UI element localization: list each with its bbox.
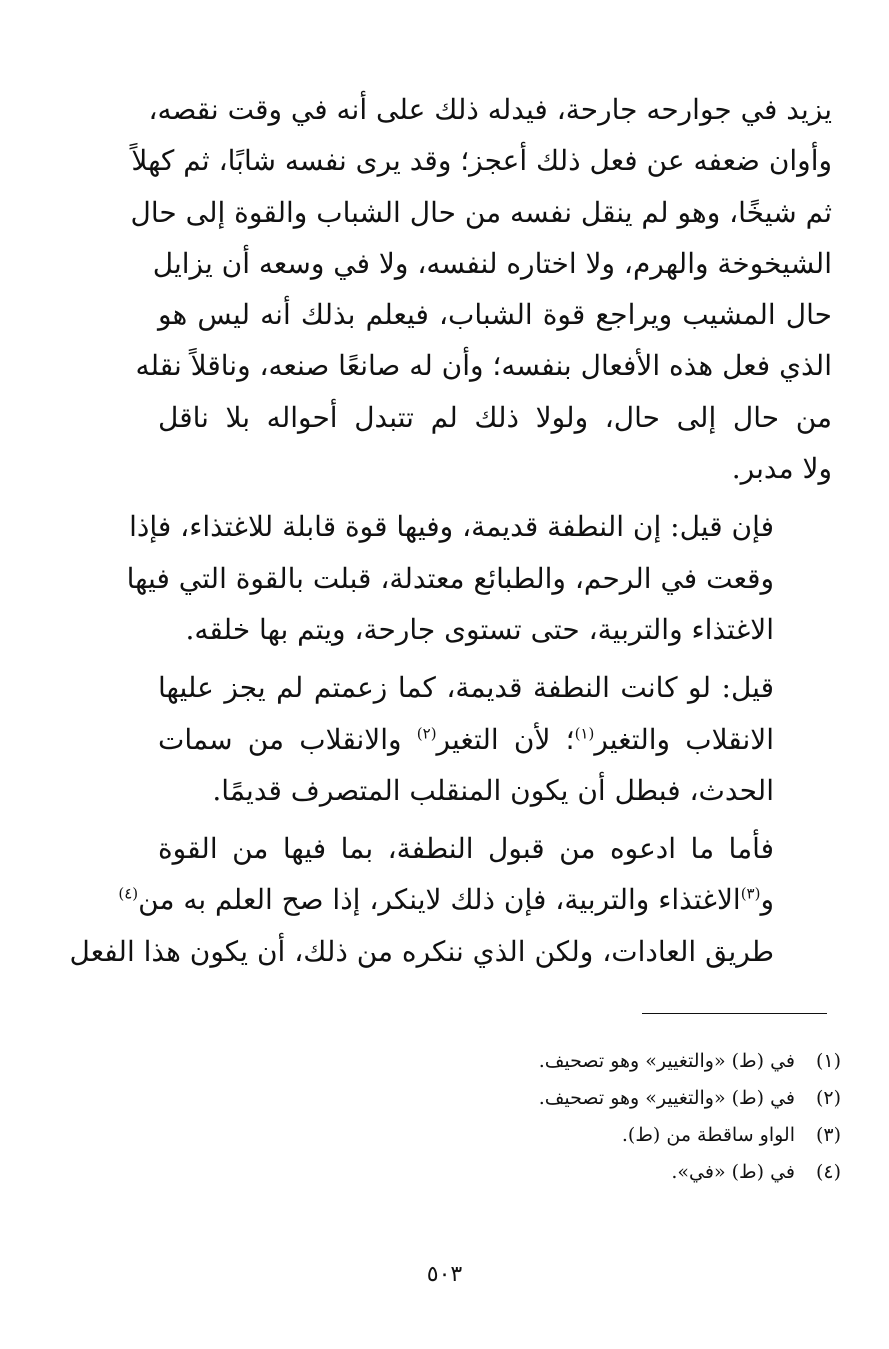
footnote-text: في (ط) «في».	[671, 1161, 795, 1183]
footnote-number: (٣)	[815, 1124, 841, 1146]
main-text	[69, 84, 832, 977]
text-line: الحدث، فبطل أن يكون المنقلب المتصرف قديمًا.	[212, 773, 774, 807]
text-line: وقعت في الرحم، والطبائع معتدلة، قبلت بالقوة التي فيها	[126, 561, 774, 595]
paragraph-3	[158, 662, 832, 816]
footnote-number: (٤)	[815, 1161, 841, 1183]
text-line: الاغتذاء والتربية، حتى تستوى جارحة، ويتم بها خلقه.	[185, 612, 774, 646]
footnote-2	[201, 1080, 841, 1117]
text-fragment: و	[760, 883, 774, 917]
text-line	[118, 874, 832, 925]
paragraph-1	[130, 84, 832, 494]
text-line: الذي فعل هذه الأفعال بنفسه؛ وأن له صانعًا صنعه، وناقلاً نقله	[135, 349, 832, 383]
text-line	[158, 714, 832, 765]
footnote-number: (١)	[815, 1050, 841, 1072]
footnote-ref-4: (٤)	[118, 885, 139, 904]
footnote-text: في (ط) «والتغيير» وهو تصحيف.	[538, 1050, 795, 1072]
footnote-ref-2: (٢)	[416, 724, 437, 743]
footnote-ref-3: (٣)	[740, 885, 761, 904]
text-line: فأما ما ادعوه من قبول النطفة، بما فيها من القوة	[158, 832, 774, 866]
footnote-number: (٢)	[815, 1087, 841, 1109]
text-line: طريق العادات، ولكن الذي ننكره من ذلك، أن يكون هذا الفعل	[69, 934, 774, 968]
footnote-1	[201, 1043, 841, 1080]
text-fragment: والانقلاب من سمات	[158, 722, 417, 756]
text-line: وأوان ضعفه عن فعل ذلك أعجز؛ وقد يرى نفسه شابًا، ثم كهلاً	[131, 144, 832, 178]
text-line: ولا مدبر.	[731, 452, 832, 486]
text-line: يزيد في جوارحه جارحة، فيدله ذلك على أنه في وقت نقصه،	[148, 93, 832, 126]
footnote-3	[201, 1117, 841, 1154]
footnotes	[201, 1043, 841, 1191]
text-fragment: ؛ لأن التغير	[436, 722, 575, 756]
text-line: فإن قيل: إن النطفة قديمة، وفيها قوة قابلة للاغتذاء، فإذا	[129, 510, 774, 544]
footnote-ref-1: (١)	[574, 724, 595, 743]
text-line: ثم شيخًا، وهو لم ينقل نفسه من حال الشباب والقوة إلى حال	[130, 195, 832, 229]
text-line: الشيخوخة والهرم، ولا اختاره لنفسه، ولا في وسعه أن يزايل	[152, 246, 832, 280]
footnote-text: في (ط) «والتغيير» وهو تصحيف.	[538, 1087, 795, 1109]
text-line: حال المشيب ويراجع قوة الشباب، فيعلم بذلك أنه ليس هو	[158, 298, 832, 332]
paragraph-4	[69, 823, 832, 977]
footnote-4	[201, 1154, 841, 1191]
footnote-text: الواو ساقطة من (ط).	[621, 1124, 795, 1146]
footnote-divider	[642, 1013, 827, 1014]
text-fragment: الاغتذاء والتربية، فإن ذلك لاينكر، إذا صح العلم به من	[138, 883, 741, 917]
text-fragment: الانقلاب والتغير	[594, 722, 775, 756]
page-number: ٥٠٣	[426, 1262, 463, 1287]
text-line: من حال إلى حال، ولولا ذلك لم تتبدل أحواله بلا ناقل	[158, 400, 832, 434]
paragraph-2	[126, 501, 832, 655]
text-line: قيل: لو كانت النطفة قديمة، كما زعمتم لم يجز عليها	[158, 671, 774, 705]
